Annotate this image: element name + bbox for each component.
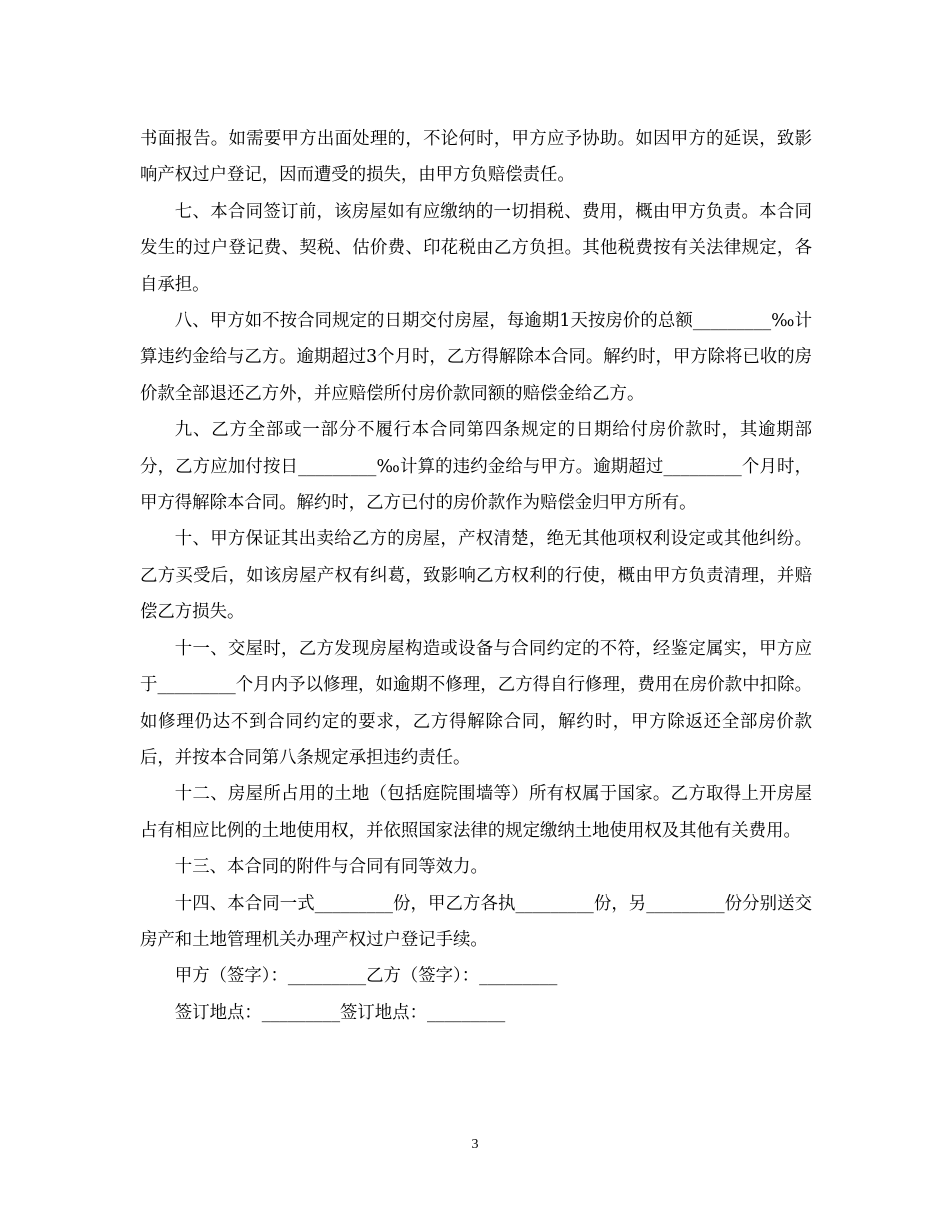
paragraph-clause-7: 七、本合同签订前，该房屋如有应缴纳的一切捐税、费用，概由甲方负责。本合同发生的过户登记费、契税、估价费、印花税由乙方负担。其他税费按有关法律规定，各自承担。: [140, 201, 812, 295]
paragraph-clause-14: 十四、本合同一式_________份，甲乙方各执_________份，另_________份分别送交房产和土地管理机关办理产权过户登记手续。: [140, 893, 812, 950]
paragraph-clause-12: 十二、房屋所占用的土地（包括庭院围墙等）所有权属于国家。乙方取得上开房屋占有相应比例的土地使用权，并依照国家法律的规定缴纳土地使用权及其他有关费用。: [140, 784, 812, 841]
paragraph-cont-6: 书面报告。如需要甲方出面处理的，不论何时，甲方应予协助。如因甲方的延误，致影响产权过户登记，因而遭受的损失，由甲方负赔偿责任。: [140, 129, 812, 186]
paragraph-clause-9: 九、乙方全部或一部分不履行本合同第四条规定的日期给付房价款时，其逾期部分，乙方应加付按日_________‰计算的违约金给与甲方。逾期超过_________个月时，甲方得解除本合同。解约时，乙方已付的房价款作为赔偿金归甲方所有。: [140, 420, 812, 514]
signature-line: 甲方（签字）：_________乙方（签字）：_________: [174, 966, 558, 987]
paragraph-clause-8: 八、甲方如不按合同规定的日期交付房屋，每逾期1天按房价的总额_________‰计算违约金给与乙方。逾期超过3个月时，乙方得解除本合同。解约时，甲方除将已收的房价款全部退还乙方外，并应赔偿所付房价款同额的赔偿金给乙方。: [140, 311, 812, 404]
contract-body: [140, 121, 812, 1031]
signing-place-line: 签订地点：_________签订地点：_________: [174, 1002, 506, 1023]
paragraph-clause-13: 十三、本合同的附件与合同有同等效力。: [174, 857, 488, 878]
page-number: 3: [471, 1137, 479, 1152]
paragraph-clause-11: 十一、交屋时，乙方发现房屋构造或设备与合同约定的不符，经鉴定属实，甲方应于_________个月内予以修理，如逾期不修理，乙方得自行修理，费用在房价款中扣除。如修理仍达不到合同约定的要求，乙方得解除合同，解约时，甲方除返还全部房价款后，并按本合同第八条规定承担违约责任。: [140, 638, 812, 768]
paragraph-clause-10: 十、甲方保证其出卖给乙方的房屋，产权清楚，绝无其他项权利设定或其他纠纷。乙方买受后，如该房屋产权有纠葛，致影响乙方权利的行使，概由甲方负责清理，并赔偿乙方损失。: [140, 529, 812, 623]
